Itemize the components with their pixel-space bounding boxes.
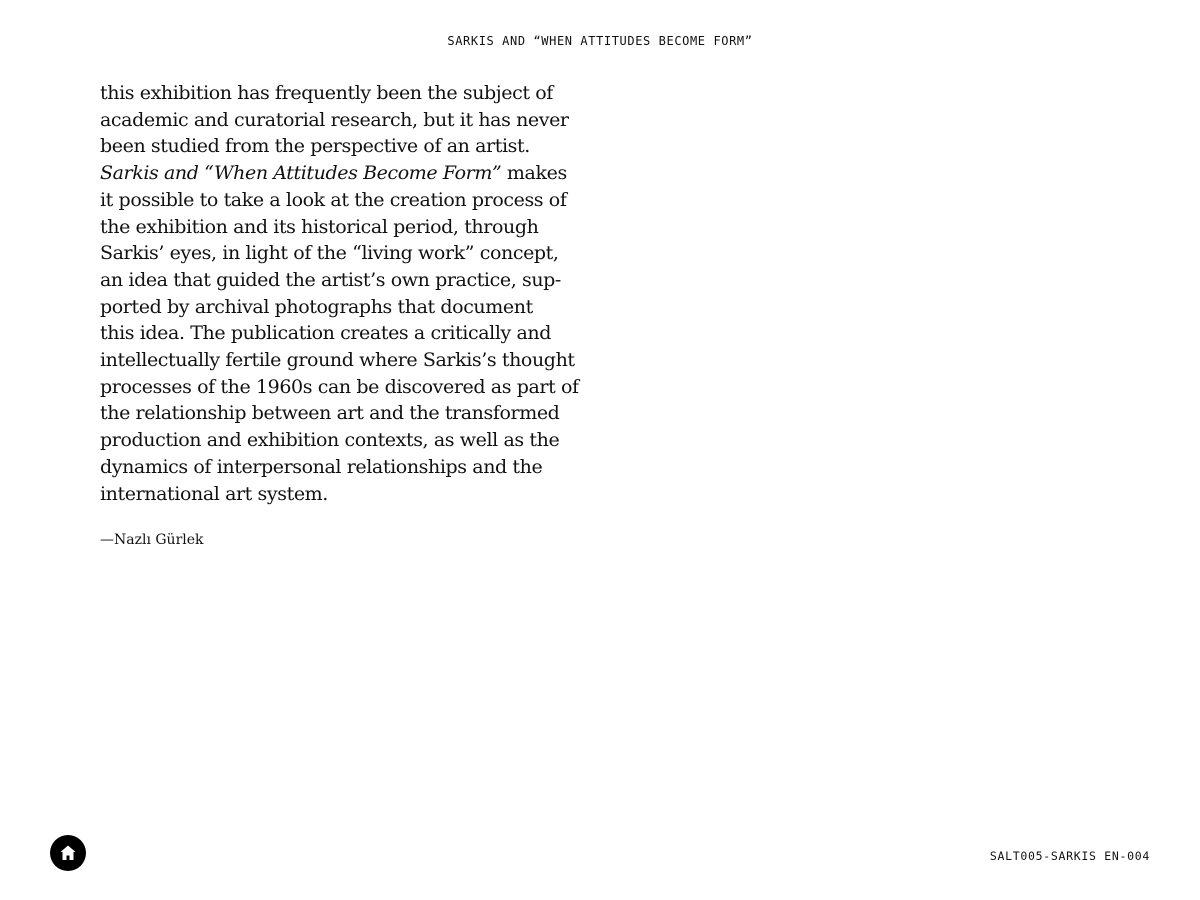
text-line: processes of the 1960s can be discovered as part of <box>100 375 579 398</box>
text-line: the relationship between art and the transformed <box>100 402 560 425</box>
text-line <box>100 160 600 187</box>
text-segment: makes <box>501 162 567 185</box>
text-line: intellectually fertile ground where Sarkis’s thought <box>100 349 575 372</box>
text-line: been studied from the perspective of an artist. <box>100 135 530 158</box>
text-line: an idea that guided the artist’s own practice, sup- <box>100 268 561 291</box>
body-text <box>100 80 600 507</box>
text-line: academic and curatorial research, but it has never <box>100 108 569 131</box>
page-identifier: SALT005-SARKIS EN-004 <box>989 849 1150 863</box>
text-line: Sarkis’ eyes, in light of the “living work” concept, <box>100 242 559 265</box>
author-signature: —Nazlı Gürlek <box>100 532 204 548</box>
running-header: SARKIS AND “WHEN ATTITUDES BECOME FORM” <box>447 34 753 48</box>
text-line: dynamics of interpersonal relationships and the <box>100 455 543 478</box>
text-line: it possible to take a look at the creation process of <box>100 188 567 211</box>
home-button[interactable] <box>50 835 86 871</box>
text-line: this exhibition has frequently been the subject of <box>100 82 553 104</box>
book-title-italic: Sarkis and “When Attitudes Become Form” <box>100 162 502 185</box>
text-line: production and exhibition contexts, as well as the <box>100 429 560 452</box>
text-line: the exhibition and its historical period, through <box>100 215 539 238</box>
home-icon <box>58 843 78 863</box>
text-line: this idea. The publication creates a critically and <box>100 322 552 345</box>
text-line: international art system. <box>100 482 328 505</box>
text-line: ported by archival photographs that document <box>100 295 533 318</box>
